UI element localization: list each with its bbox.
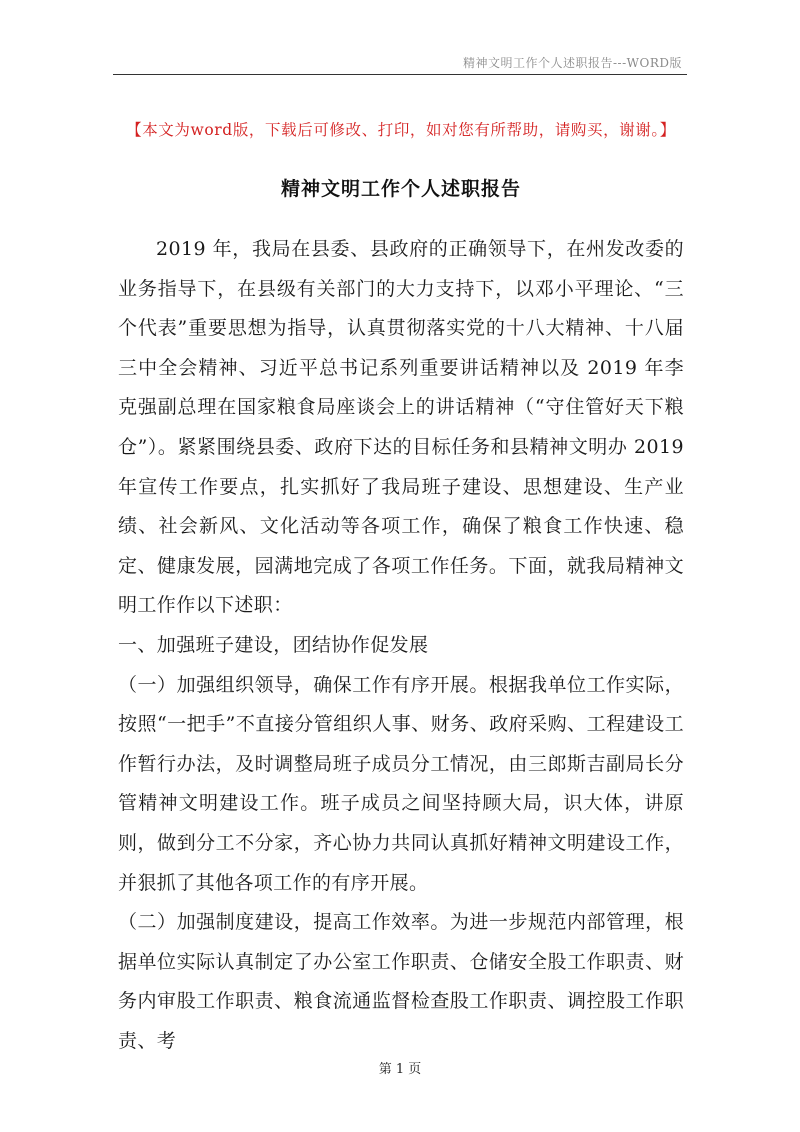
section-heading: 一、加强班子建设，团结协作促发展 xyxy=(118,633,429,656)
body-paragraph-2: （二）加强制度建设，提高工作效率。为进一步规范内部管理，根据单位实际认真制定了办公室工作职责、仓储安全股工作职责、财务内审股工作职责、粮食流通监督检查股工作职责、调控股工作职责、考 xyxy=(118,911,684,1052)
page-number: 第 1 页 xyxy=(378,1062,422,1077)
download-notice: 【本文为word版，下载后可修改、打印，如对您有所帮助，请购买，谢谢。】 xyxy=(126,121,676,139)
document-body xyxy=(118,230,684,1061)
header-divider xyxy=(113,74,687,75)
running-header: 精神文明工作个人述职报告---WORD版 xyxy=(463,56,682,70)
body-paragraph-1: （一）加强组织领导，确保工作有序开展。根据我单位工作实际，按照“一把手”不直接分管组织人事、财务、政府采购、工程建设工作暂行办法，及时调整局班子成员分工情况，由三郎斯吉副局长分管精神文明建设工作。班子成员之间坚持顾大局，识大体，讲原则，做到分工不分家，齐心协力共同认真抓好精神文明建设工作，并狠抓了其他各项工作的有序开展。 xyxy=(118,673,684,894)
body-paragraph-intro: 2019 年，我局在县委、县政府的正确领导下，在州发改委的业务指导下，在县级有关部门的大力支持下，以邓小平理论、“三个代表”重要思想为指导，认真贯彻落实党的十八大精神、十八届三中全会精神、习近平总书记系列重要讲话精神以及 2019 年李克强副总理在国家粮食局座谈会上的讲话精神（“守住管好天下粮仓”）。紧紧围绕县委、政府下达的目标任务和县精神文明办 2019 年宣传工作要点，扎实抓好了我局班子建设、思想建设、生产业绩、社会新风、文化活动等各项工作，确保了粮食工作快速、稳定、健康发展，园满地完成了各项工作任务。下面，就我局精神文明工作作以下述职： xyxy=(118,238,684,617)
document-title: 精神文明工作个人述职报告 xyxy=(280,178,521,200)
